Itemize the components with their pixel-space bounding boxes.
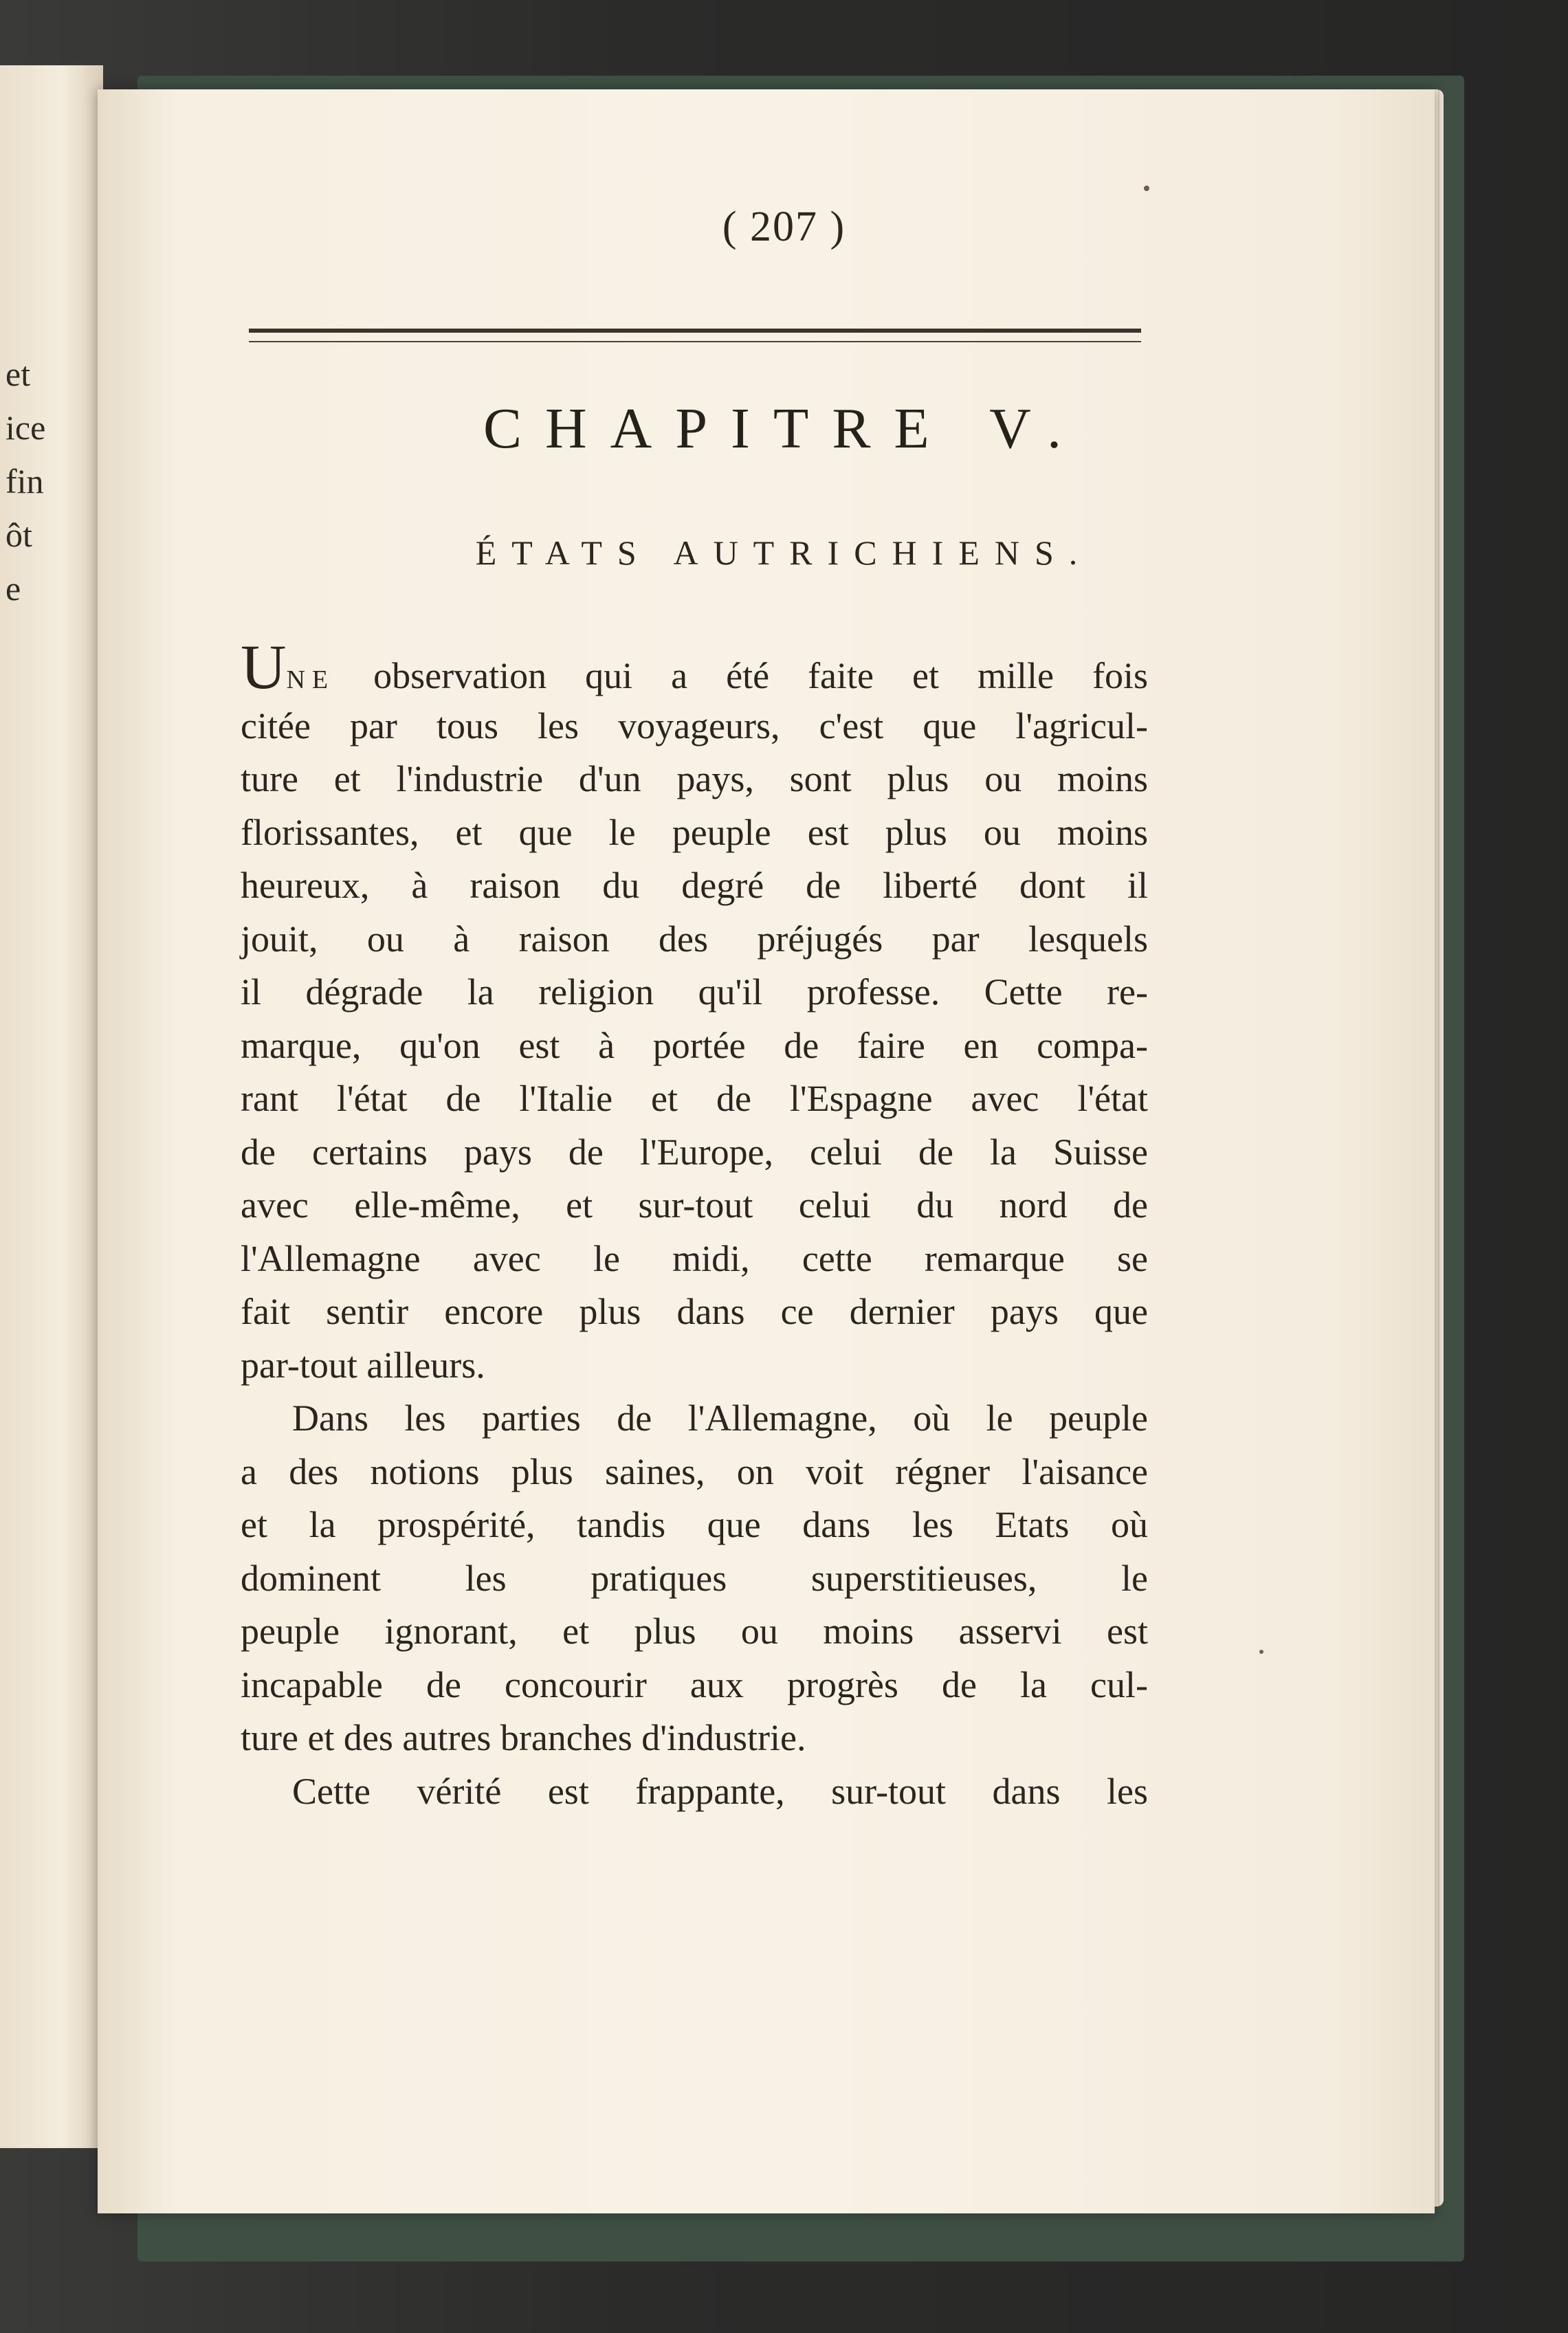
text-line: il dégrade la religion qu'il professe. Cette re-: [241, 971, 1148, 1013]
text-line: fait sentir encore plus dans ce dernier pays que: [241, 1291, 1148, 1332]
page-number: ( 207 ): [722, 203, 846, 250]
text-line: citée par tous les voyageurs, c'est que l'agricul-: [241, 705, 1148, 747]
text-line: l'Allemagne avec le midi, cette remarque se: [241, 1237, 1148, 1279]
text-line: incapable de concourir aux progrès de la cul-: [241, 1663, 1148, 1705]
small-caps-word: NE: [286, 665, 335, 694]
body-text: [241, 632, 1148, 1818]
header-rule-thin: [249, 341, 1141, 342]
text-line: Dans les parties de l'Allemagne, où le peuple: [292, 1397, 1148, 1439]
left-fragment: ôt: [5, 516, 32, 554]
text-line: ture et des autres branches d'industrie.: [241, 1717, 806, 1758]
text-line: peuple ignorant, et plus ou moins asservi est: [241, 1611, 1148, 1652]
text-line: jouit, ou à raison des préjugés par lesquels: [241, 918, 1148, 960]
text-line: heureux, à raison du degré de liberté dont il: [241, 865, 1148, 906]
text-line: a des notions plus saines, on voit régner l'aisance: [241, 1450, 1148, 1492]
left-fragment: ice: [5, 408, 46, 447]
text-line: Cette vérité est frappante, sur-tout dans les: [292, 1770, 1148, 1812]
left-fragment: et: [5, 355, 31, 393]
drop-cap: U: [241, 632, 287, 702]
left-page-text-fragments: [5, 347, 45, 615]
text-line: et la prospérité, tandis que dans les Etats où: [241, 1504, 1148, 1545]
header-rule-thick: [249, 329, 1141, 333]
chapter-title: CHAPITRE V.: [483, 397, 1085, 461]
left-fragment: e: [5, 569, 21, 608]
text-line: par-tout ailleurs.: [241, 1344, 485, 1386]
first-line-text: observation qui a été faite et mille fois: [373, 655, 1148, 696]
first-line: [241, 632, 1148, 702]
foxing-spot: [1259, 1650, 1263, 1654]
section-title: ÉTATS AUTRICHIENS.: [475, 533, 1093, 572]
text-line: de certains pays de l'Europe, celui de la Suisse: [241, 1131, 1148, 1173]
text-line: marque, qu'on est à portée de faire en compa-: [241, 1024, 1148, 1066]
text-line: florissantes, et que le peuple est plus ou moins: [241, 811, 1148, 853]
left-fragment: fin: [5, 462, 44, 500]
text-line: ture et l'industrie d'un pays, sont plus ou moins: [241, 758, 1148, 799]
text-line: dominent les pratiques superstitieuses, le: [241, 1557, 1148, 1599]
text-line: rant l'état de l'Italie et de l'Espagne avec l'état: [241, 1078, 1148, 1119]
left-page: [0, 65, 103, 2148]
text-line: avec elle-même, et sur-tout celui du nord de: [241, 1184, 1148, 1226]
foxing-spot: [1144, 186, 1149, 191]
